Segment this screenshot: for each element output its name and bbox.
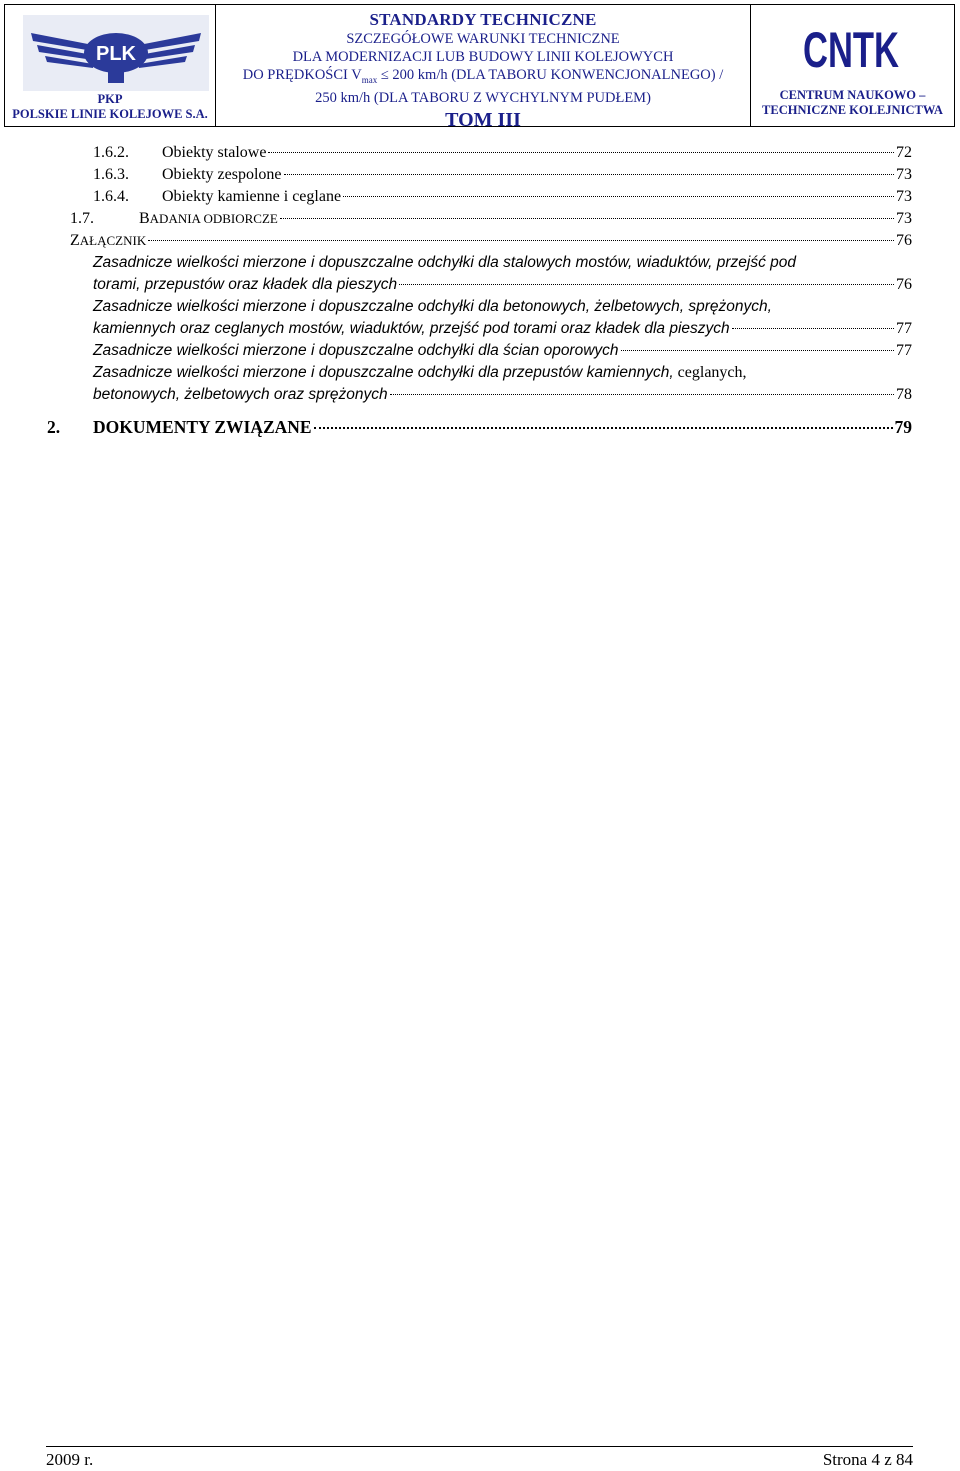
toc-leader <box>280 218 894 219</box>
toc-title-rest: AŁĄCZNIK <box>79 233 147 248</box>
header-line-1: SZCZEGÓŁOWE WARUNKI TECHNICZNE <box>346 31 620 47</box>
document-header <box>4 4 955 131</box>
toc-line-part: Zasadnicze wielkości mierzone i dopuszczalne odchyłki dla przepustów kamiennych, <box>93 364 674 381</box>
toc-entry-2[interactable] <box>47 416 912 438</box>
left-caption <box>5 92 215 122</box>
footer-page-number: Strona 4 z 84 <box>822 1450 913 1469</box>
cntk-logo-text: CNTK <box>803 22 899 78</box>
page-footer <box>46 1446 913 1471</box>
header-title: STANDARDY TECHNICZNE <box>369 10 597 29</box>
pkp-label: PKP <box>97 92 123 106</box>
plk-logo-text: PLK <box>96 43 136 65</box>
toc-page: 73 <box>896 188 912 205</box>
toc-entry-retaining-walls[interactable] <box>93 340 912 362</box>
toc-entry-zalacznik[interactable] <box>70 230 912 252</box>
toc-number: 1.7. <box>70 210 94 227</box>
right-caption <box>751 88 954 118</box>
toc-title: Obiekty zespolone <box>162 166 282 183</box>
toc-line: Zasadnicze wielkości mierzone i dopuszczalne odchyłki dla stalowych mostów, wiaduktów, przejść pod <box>93 254 796 271</box>
cntk-logo <box>801 15 901 79</box>
toc-page: 77 <box>896 342 912 359</box>
toc-page: 76 <box>896 276 912 293</box>
toc-entry-1-6-2[interactable] <box>93 142 912 164</box>
toc-leader <box>148 240 894 241</box>
toc-title: Obiekty kamienne i ceglane <box>162 188 342 205</box>
toc-leader <box>268 152 894 153</box>
header-line-3 <box>216 66 750 89</box>
toc-entry-1-7[interactable] <box>70 208 912 230</box>
toc-page: 78 <box>896 386 912 403</box>
header-line-4: 250 km/h (DLA TABORU Z WYCHYLNYM PUDŁEM) <box>315 89 651 106</box>
toc-page: 79 <box>894 417 912 437</box>
toc-page: 76 <box>896 232 912 249</box>
cntk-caption-2: TECHNICZNE KOLEJNICTWA <box>762 103 943 117</box>
tom-label: TOM III <box>445 108 521 131</box>
toc-title-rest: ADANIA ODBIORCZE <box>149 211 278 226</box>
toc-number: 1.6.4. <box>93 188 129 205</box>
toc-leader <box>343 196 894 197</box>
toc-number: 2. <box>47 417 61 437</box>
toc-line-part: ceglanych, <box>673 364 747 381</box>
toc-page: 73 <box>896 210 912 227</box>
toc-title-initial: B <box>139 210 150 227</box>
header-line-3-sub: max <box>361 74 378 85</box>
toc-leader <box>284 174 894 175</box>
toc-number: 1.6.3. <box>93 166 129 183</box>
toc-leader <box>399 284 894 285</box>
toc-entry-concrete[interactable] <box>93 296 912 318</box>
toc-title <box>70 230 146 252</box>
toc-title <box>139 208 278 230</box>
toc-leader <box>390 394 894 395</box>
toc-entry-culverts-end[interactable] <box>93 384 912 406</box>
toc-leader <box>314 427 893 429</box>
toc-line <box>93 362 912 384</box>
toc-title: DOKUMENTY ZWIĄZANE <box>93 417 312 437</box>
toc-leader <box>621 350 894 351</box>
toc-page: 73 <box>896 166 912 183</box>
header-right-cell <box>751 5 954 126</box>
toc-entry-1-6-4[interactable] <box>93 186 912 208</box>
toc-number: 1.6.2. <box>93 144 129 161</box>
toc-title: Zasadnicze wielkości mierzone i dopuszczalne odchyłki dla ścian oporowych <box>93 342 619 359</box>
toc-entry-steel-end[interactable] <box>93 274 912 296</box>
plk-logo <box>23 15 209 91</box>
header-line-3-post: ≤ 200 km/h (DLA TABORU KONWENCJONALNEGO) / <box>377 67 724 83</box>
header-line-2: DLA MODERNIZACJI LUB BUDOWY LINII KOLEJOWYCH <box>292 49 674 65</box>
header-left-cell <box>5 5 216 126</box>
header-title-cell <box>216 5 751 131</box>
toc-entry-1-6-3[interactable] <box>93 164 912 186</box>
toc-title: torami, przepustów oraz kładek dla pieszych <box>93 276 398 293</box>
toc-title: betonowych, żelbetowych oraz sprężonych <box>93 386 388 403</box>
toc-entry-steel[interactable] <box>93 252 912 274</box>
toc-page: 77 <box>896 320 912 337</box>
cntk-caption-1: CENTRUM NAUKOWO – <box>779 88 926 102</box>
toc-entry-concrete-end[interactable] <box>93 318 912 340</box>
toc-title: Obiekty stalowe <box>162 144 267 161</box>
toc-title: kamiennych oraz ceglanych mostów, wiaduktów, przejść pod torami oraz kładek dla pieszych <box>93 320 730 337</box>
header-line-3-pre: DO PRĘDKOŚCI V <box>242 67 362 83</box>
footer-year: 2009 r. <box>46 1450 94 1469</box>
toc-title-initial: Z <box>70 232 80 249</box>
plk-name: POLSKIE LINIE KOLEJOWE S.A. <box>12 107 208 121</box>
toc-line: Zasadnicze wielkości mierzone i dopuszczalne odchyłki dla betonowych, żelbetowych, sprężonych, <box>93 298 772 315</box>
toc-leader <box>732 328 894 329</box>
toc-entry-culverts[interactable] <box>93 362 912 384</box>
toc-page: 72 <box>896 144 912 161</box>
